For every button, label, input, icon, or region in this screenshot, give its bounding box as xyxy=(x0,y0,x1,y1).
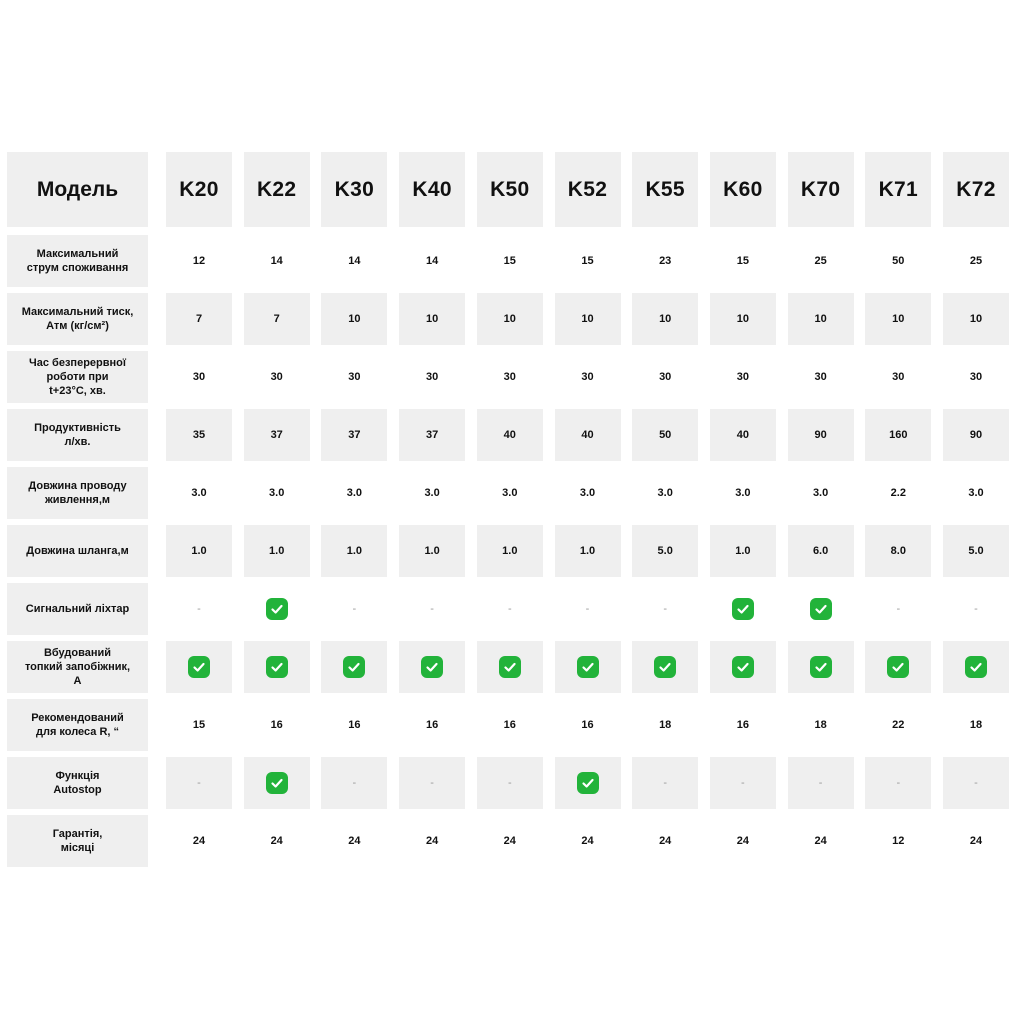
value-cell xyxy=(632,235,698,287)
check-icon xyxy=(266,656,288,678)
cell-value: 1.0 xyxy=(735,545,751,557)
cell-value: 10 xyxy=(969,313,983,325)
cell-value: 90 xyxy=(814,429,827,441)
cell-value: 1.0 xyxy=(191,545,207,557)
value-cell xyxy=(555,525,621,577)
value-cell xyxy=(555,235,621,287)
value-cell xyxy=(244,757,310,809)
cell-value: 6.0 xyxy=(812,545,829,557)
model-header-cell xyxy=(399,152,465,227)
check-icon xyxy=(810,598,832,620)
value-cell xyxy=(399,351,465,403)
cell-value: 30 xyxy=(814,371,827,383)
cell-value: 14 xyxy=(425,255,439,267)
value-cell xyxy=(399,293,465,345)
value-cell xyxy=(555,641,621,693)
cell-value: 22 xyxy=(892,719,905,731)
dash-value: - xyxy=(507,777,512,789)
cell-value: 24 xyxy=(503,835,516,847)
value-cell xyxy=(710,815,776,867)
model-name: K22 xyxy=(256,177,297,201)
dash-value: - xyxy=(352,777,357,789)
value-cell xyxy=(555,409,621,461)
row-label: Гарантія, місяці xyxy=(52,828,103,854)
value-cell xyxy=(321,467,387,519)
cell-value: 5.0 xyxy=(657,545,673,557)
value-cell xyxy=(477,409,543,461)
cell-value: 8.0 xyxy=(890,545,906,557)
value-cell xyxy=(399,583,465,635)
cell-value: 24 xyxy=(814,835,827,847)
check-icon xyxy=(499,656,521,678)
cell-value: 10 xyxy=(659,313,672,325)
model-header-cell xyxy=(710,152,776,227)
row-label-cell xyxy=(7,757,148,809)
model-header-cell xyxy=(943,152,1009,227)
value-cell xyxy=(399,757,465,809)
model-header-cell xyxy=(321,152,387,227)
cell-value: 40 xyxy=(503,429,516,441)
cell-value: 30 xyxy=(736,371,750,383)
value-cell xyxy=(943,293,1009,345)
model-name: K30 xyxy=(334,177,375,201)
cell-value: 7 xyxy=(195,313,203,325)
cell-value: 10 xyxy=(425,313,439,325)
value-cell xyxy=(788,583,854,635)
row-label-cell xyxy=(7,409,148,461)
value-cell xyxy=(943,757,1009,809)
cell-value: 18 xyxy=(659,719,672,731)
row-label-cell xyxy=(7,815,148,867)
row-label: Максимальний струм споживання xyxy=(26,248,129,274)
value-cell xyxy=(788,467,854,519)
value-cell xyxy=(321,293,387,345)
value-cell xyxy=(555,467,621,519)
value-cell xyxy=(710,467,776,519)
dash-value: - xyxy=(663,603,668,615)
value-cell xyxy=(321,351,387,403)
cell-value: 10 xyxy=(814,313,827,325)
cell-value: 30 xyxy=(425,371,439,383)
value-cell xyxy=(244,293,310,345)
value-cell xyxy=(166,641,232,693)
cell-value: 30 xyxy=(503,371,516,383)
value-cell xyxy=(788,641,854,693)
value-cell xyxy=(943,641,1009,693)
cell-value: 23 xyxy=(659,255,672,267)
cell-value: 24 xyxy=(192,835,206,847)
value-cell xyxy=(166,757,232,809)
cell-value: 3.0 xyxy=(424,487,440,499)
dash-value: - xyxy=(197,777,201,789)
check-icon xyxy=(421,656,443,678)
cell-value: 3.0 xyxy=(657,487,673,499)
value-cell xyxy=(477,351,543,403)
value-cell xyxy=(710,641,776,693)
check-icon xyxy=(732,656,754,678)
cell-value: 25 xyxy=(814,255,827,267)
value-cell xyxy=(632,757,698,809)
value-cell xyxy=(244,467,310,519)
value-cell xyxy=(865,293,931,345)
header-label: Модель xyxy=(36,177,119,201)
dash-value: - xyxy=(974,777,978,789)
cell-value: 12 xyxy=(192,255,206,267)
value-cell xyxy=(632,467,698,519)
value-cell xyxy=(943,525,1009,577)
cell-value: 10 xyxy=(892,313,905,325)
row-label-cell xyxy=(7,583,148,635)
row-label-cell xyxy=(7,641,148,693)
cell-value: 37 xyxy=(270,429,283,441)
value-cell xyxy=(788,293,854,345)
value-cell xyxy=(943,699,1009,751)
cell-value: 3.0 xyxy=(269,487,285,499)
cell-value: 24 xyxy=(581,835,594,847)
value-cell xyxy=(321,235,387,287)
dash-value: - xyxy=(507,603,512,615)
cell-value: 10 xyxy=(581,313,594,325)
value-cell xyxy=(555,699,621,751)
dash-value: - xyxy=(430,777,434,789)
value-cell xyxy=(788,815,854,867)
value-cell xyxy=(166,467,232,519)
cell-value: 25 xyxy=(969,255,983,267)
row-label-cell xyxy=(7,525,148,577)
cell-value: 50 xyxy=(892,255,905,267)
value-cell xyxy=(788,699,854,751)
cell-value: 7 xyxy=(273,313,280,325)
value-cell xyxy=(166,351,232,403)
cell-value: 1.0 xyxy=(269,545,285,557)
cell-value: 5.0 xyxy=(968,545,984,557)
value-cell xyxy=(321,815,387,867)
row-label: Максимальний тиск, Атм (кг/см²) xyxy=(21,306,134,332)
value-cell xyxy=(244,525,310,577)
value-cell xyxy=(399,467,465,519)
cell-value: 3.0 xyxy=(346,487,363,499)
model-header-cell xyxy=(166,152,232,227)
check-icon xyxy=(654,656,676,678)
value-cell xyxy=(788,351,854,403)
cell-value: 50 xyxy=(659,429,672,441)
check-icon xyxy=(577,772,599,794)
value-cell xyxy=(399,815,465,867)
cell-value: 16 xyxy=(503,719,516,731)
cell-value: 3.0 xyxy=(502,487,518,499)
value-cell xyxy=(477,757,543,809)
value-cell xyxy=(632,815,698,867)
cell-value: 16 xyxy=(581,719,594,731)
cell-value: 30 xyxy=(581,371,594,383)
model-name: K60 xyxy=(723,177,763,201)
model-name: K52 xyxy=(567,177,608,201)
cell-value: 30 xyxy=(348,371,361,383)
value-cell xyxy=(399,641,465,693)
model-header-cell xyxy=(244,152,310,227)
row-label: Рекомендований для колеса R, “ xyxy=(31,712,124,738)
cell-value: 10 xyxy=(736,313,750,325)
value-cell xyxy=(166,815,232,867)
value-cell xyxy=(788,409,854,461)
check-icon xyxy=(887,656,909,678)
cell-value: 40 xyxy=(581,429,594,441)
value-cell xyxy=(710,699,776,751)
row-label: Час безперервної роботи при t+23°C, хв. xyxy=(29,357,126,397)
cell-value: 14 xyxy=(348,255,361,267)
check-icon xyxy=(343,656,365,678)
cell-value: 10 xyxy=(503,313,516,325)
value-cell xyxy=(477,467,543,519)
model-header-cell xyxy=(555,152,621,227)
value-cell xyxy=(710,525,776,577)
value-cell xyxy=(788,525,854,577)
check-icon xyxy=(266,598,288,620)
value-cell xyxy=(321,699,387,751)
value-cell xyxy=(710,235,776,287)
dash-value: - xyxy=(896,777,901,789)
value-cell xyxy=(632,293,698,345)
cell-value: 30 xyxy=(659,371,672,383)
value-cell xyxy=(632,525,698,577)
value-cell xyxy=(555,293,621,345)
cell-value: 30 xyxy=(192,371,206,383)
model-name: K70 xyxy=(800,177,841,201)
cell-value: 40 xyxy=(736,429,750,441)
value-cell xyxy=(399,525,465,577)
cell-value: 2.2 xyxy=(890,487,906,499)
value-cell xyxy=(865,467,931,519)
row-label-cell xyxy=(7,293,148,345)
value-cell xyxy=(477,699,543,751)
cell-value: 1.0 xyxy=(424,545,440,557)
cell-value: 18 xyxy=(814,719,827,731)
value-cell xyxy=(399,699,465,751)
row-label: Вбудований топкий запобіжник, А xyxy=(24,647,131,687)
cell-value: 1.0 xyxy=(579,545,596,557)
value-cell xyxy=(865,351,931,403)
dash-value: - xyxy=(352,603,357,615)
value-cell xyxy=(555,583,621,635)
row-label: Продуктивність л/хв. xyxy=(34,422,121,448)
value-cell xyxy=(321,583,387,635)
cell-value: 37 xyxy=(425,429,439,441)
row-label-cell xyxy=(7,351,148,403)
model-name: K40 xyxy=(412,177,452,201)
value-cell xyxy=(477,815,543,867)
value-cell xyxy=(865,409,931,461)
value-cell xyxy=(555,351,621,403)
cell-value: 3.0 xyxy=(735,487,751,499)
cell-value: 15 xyxy=(503,255,516,267)
check-icon xyxy=(188,656,210,678)
dash-value: - xyxy=(197,603,201,615)
cell-value: 1.0 xyxy=(346,545,363,557)
cell-value: 15 xyxy=(736,255,750,267)
cell-value: 15 xyxy=(192,719,206,731)
cell-value: 160 xyxy=(889,429,908,441)
model-header-cell xyxy=(632,152,698,227)
check-icon xyxy=(810,656,832,678)
value-cell xyxy=(399,235,465,287)
value-cell xyxy=(788,757,854,809)
dash-value: - xyxy=(818,777,823,789)
value-cell xyxy=(244,699,310,751)
value-cell xyxy=(710,583,776,635)
value-cell xyxy=(244,815,310,867)
cell-value: 24 xyxy=(969,835,983,847)
cell-value: 10 xyxy=(348,313,361,325)
dash-value: - xyxy=(741,777,745,789)
dash-value: - xyxy=(974,603,978,615)
value-cell xyxy=(477,583,543,635)
value-cell xyxy=(788,235,854,287)
model-header-cell xyxy=(477,152,543,227)
cell-value: 24 xyxy=(736,835,750,847)
cell-value: 15 xyxy=(581,255,594,267)
cell-value: 30 xyxy=(270,371,283,383)
value-cell xyxy=(477,235,543,287)
cell-value: 18 xyxy=(969,719,983,731)
cell-value: 24 xyxy=(270,835,283,847)
value-cell xyxy=(943,409,1009,461)
value-cell xyxy=(865,235,931,287)
value-cell xyxy=(166,583,232,635)
row-label: Довжина проводу живлення,м xyxy=(28,480,127,506)
row-label-cell xyxy=(7,699,148,751)
check-icon xyxy=(732,598,754,620)
check-icon xyxy=(577,656,599,678)
dash-value: - xyxy=(663,777,668,789)
cell-value: 90 xyxy=(969,429,983,441)
check-icon xyxy=(965,656,987,678)
value-cell xyxy=(166,699,232,751)
value-cell xyxy=(865,699,931,751)
value-cell xyxy=(865,583,931,635)
cell-value: 30 xyxy=(892,371,905,383)
value-cell xyxy=(865,815,931,867)
cell-value: 14 xyxy=(270,255,283,267)
value-cell xyxy=(865,641,931,693)
value-cell xyxy=(710,757,776,809)
model-header-cell xyxy=(865,152,931,227)
value-cell xyxy=(244,409,310,461)
model-name: K50 xyxy=(490,177,530,201)
dash-value: - xyxy=(896,603,901,615)
value-cell xyxy=(244,351,310,403)
row-label: Довжина шланга,м xyxy=(26,545,129,557)
value-cell xyxy=(321,409,387,461)
check-icon xyxy=(266,772,288,794)
value-cell xyxy=(166,409,232,461)
cell-value: 3.0 xyxy=(191,487,207,499)
model-header-cell xyxy=(788,152,854,227)
cell-value: 24 xyxy=(425,835,439,847)
header-label-cell xyxy=(7,152,148,227)
value-cell xyxy=(555,815,621,867)
cell-value: 3.0 xyxy=(812,487,829,499)
cell-value: 37 xyxy=(348,429,361,441)
cell-value: 1.0 xyxy=(502,545,518,557)
model-name: K71 xyxy=(878,177,919,201)
cell-value: 35 xyxy=(192,429,206,441)
value-cell xyxy=(555,757,621,809)
value-cell xyxy=(244,641,310,693)
value-cell xyxy=(943,467,1009,519)
value-cell xyxy=(321,525,387,577)
cell-value: 3.0 xyxy=(579,487,596,499)
value-cell xyxy=(244,235,310,287)
cell-value: 3.0 xyxy=(968,487,984,499)
value-cell xyxy=(321,641,387,693)
model-name: K72 xyxy=(956,177,996,201)
value-cell xyxy=(943,235,1009,287)
dash-value: - xyxy=(430,603,434,615)
row-label: Сигнальний ліхтар xyxy=(25,603,130,615)
value-cell xyxy=(477,525,543,577)
value-cell xyxy=(477,293,543,345)
cell-value: 16 xyxy=(348,719,361,731)
model-name: K20 xyxy=(179,177,219,201)
row-label-cell xyxy=(7,235,148,287)
value-cell xyxy=(943,351,1009,403)
cell-value: 24 xyxy=(659,835,672,847)
value-cell xyxy=(710,351,776,403)
cell-value: 16 xyxy=(425,719,439,731)
value-cell xyxy=(632,583,698,635)
value-cell xyxy=(399,409,465,461)
value-cell xyxy=(865,757,931,809)
cell-value: 24 xyxy=(348,835,361,847)
value-cell xyxy=(244,583,310,635)
value-cell xyxy=(943,583,1009,635)
value-cell xyxy=(321,757,387,809)
value-cell xyxy=(710,293,776,345)
value-cell xyxy=(865,525,931,577)
cell-value: 12 xyxy=(892,835,905,847)
value-cell xyxy=(710,409,776,461)
value-cell xyxy=(632,409,698,461)
value-cell xyxy=(943,815,1009,867)
cell-value: 30 xyxy=(969,371,983,383)
model-name: K55 xyxy=(645,177,685,201)
value-cell xyxy=(166,235,232,287)
value-cell xyxy=(632,351,698,403)
value-cell xyxy=(477,641,543,693)
cell-value: 16 xyxy=(270,719,283,731)
cell-value: 16 xyxy=(736,719,750,731)
value-cell xyxy=(632,641,698,693)
row-label: Функція Autostop xyxy=(53,770,102,796)
value-cell xyxy=(632,699,698,751)
dash-value: - xyxy=(585,603,590,615)
value-cell xyxy=(166,293,232,345)
value-cell xyxy=(166,525,232,577)
row-label-cell xyxy=(7,467,148,519)
